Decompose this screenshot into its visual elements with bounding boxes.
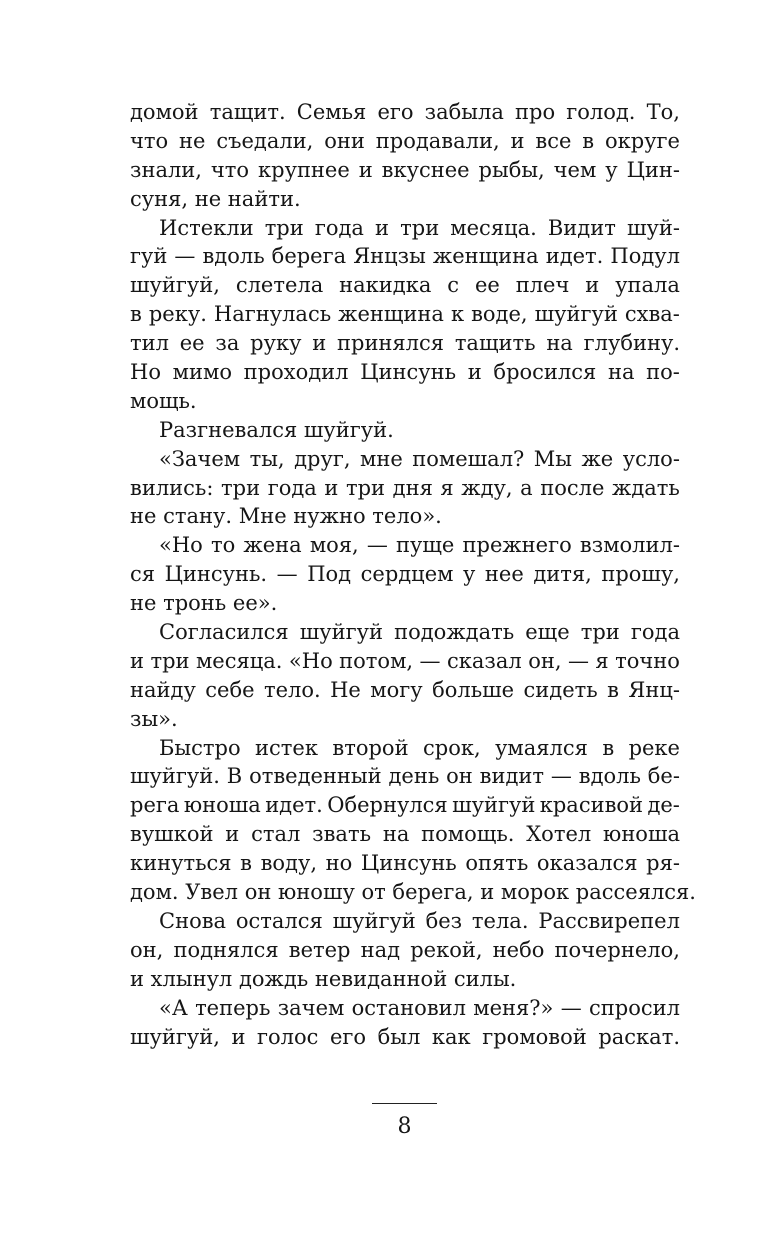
- page-number: 8: [397, 1114, 412, 1139]
- text-line: Согласился шуйгуй подождать еще три года: [159, 620, 680, 645]
- text-line: кинуться в воду, но Цинсунь опять оказался ря-: [130, 851, 680, 876]
- text-line: найду себе тело. Не могу больше сидеть в Янц-: [130, 677, 680, 702]
- page-number-rule: [372, 1103, 437, 1104]
- text-line: гуй — вдоль берега Янцзы женщина идет. Подул: [130, 244, 680, 269]
- text-line: Разгневался шуйгуй.: [159, 417, 394, 442]
- text-line: Быстро истек второй срок, умаялся в реке: [159, 735, 680, 760]
- text-line: Но мимо проходил Цинсунь и бросился на по-: [130, 360, 680, 385]
- text-line: «А теперь зачем остановил меня?» — спросил: [159, 995, 680, 1020]
- text-line: не тронь ее».: [130, 591, 278, 616]
- text-line: шуйгуй, слетела накидка с ее плеч и упала: [130, 273, 680, 298]
- text-line: он, поднялся ветер над рекой, небо почернело,: [130, 937, 680, 962]
- book-page-text: [130, 98, 696, 1051]
- text-line: суня, не найти.: [130, 186, 301, 211]
- text-line: вушкой и стал звать на помощь. Хотел юноша: [130, 822, 680, 847]
- text-line: знали, что крупнее и вкуснее рыбы, чем у Цин-: [130, 157, 680, 182]
- text-line: зы».: [130, 706, 178, 731]
- text-line: ся Цинсунь. — Под сердцем у нее дитя, прошу,: [130, 562, 680, 587]
- text-line: шуйгуй. В отведенный день он видит — вдоль бе-: [130, 764, 680, 789]
- text-line: вились: три года и три дня я жду, а после ждать: [130, 475, 680, 500]
- text-line: мощь.: [130, 388, 197, 413]
- text-line: шуйгуй, и голос его был как громовой раскат.: [130, 1024, 680, 1049]
- text-line: Истекли три года и три месяца. Видит шуй-: [159, 215, 680, 240]
- text-line: «Зачем ты, друг, мне помешал? Мы же усло-: [159, 446, 680, 471]
- text-line: в реку. Нагнулась женщина к воде, шуйгуй схва-: [130, 302, 680, 327]
- text-line: что не съедали, они продавали, и все в округе: [130, 128, 680, 153]
- text-line: дом. Увел он юношу от берега, и морок рассеялся.: [130, 880, 696, 905]
- text-line: домой тащит. Семья его забыла про голод. То,: [130, 100, 680, 124]
- text-line: Снова остался шуйгуй без тела. Рассвирепел: [159, 908, 680, 933]
- text-line: «Но то жена моя, — пуще прежнего взмолил-: [159, 533, 680, 558]
- text-line: и три месяца. «Но потом, — сказал он, — я точно: [130, 648, 680, 673]
- text-line: тил ее за руку и принялся тащить на глубину.: [130, 331, 680, 356]
- text-line: рега юноша идет. Обернулся шуйгуй красивой де-: [130, 793, 680, 818]
- text-line: не стану. Мне нужно тело».: [130, 504, 442, 529]
- text-line: и хлынул дождь невиданной силы.: [130, 966, 517, 991]
